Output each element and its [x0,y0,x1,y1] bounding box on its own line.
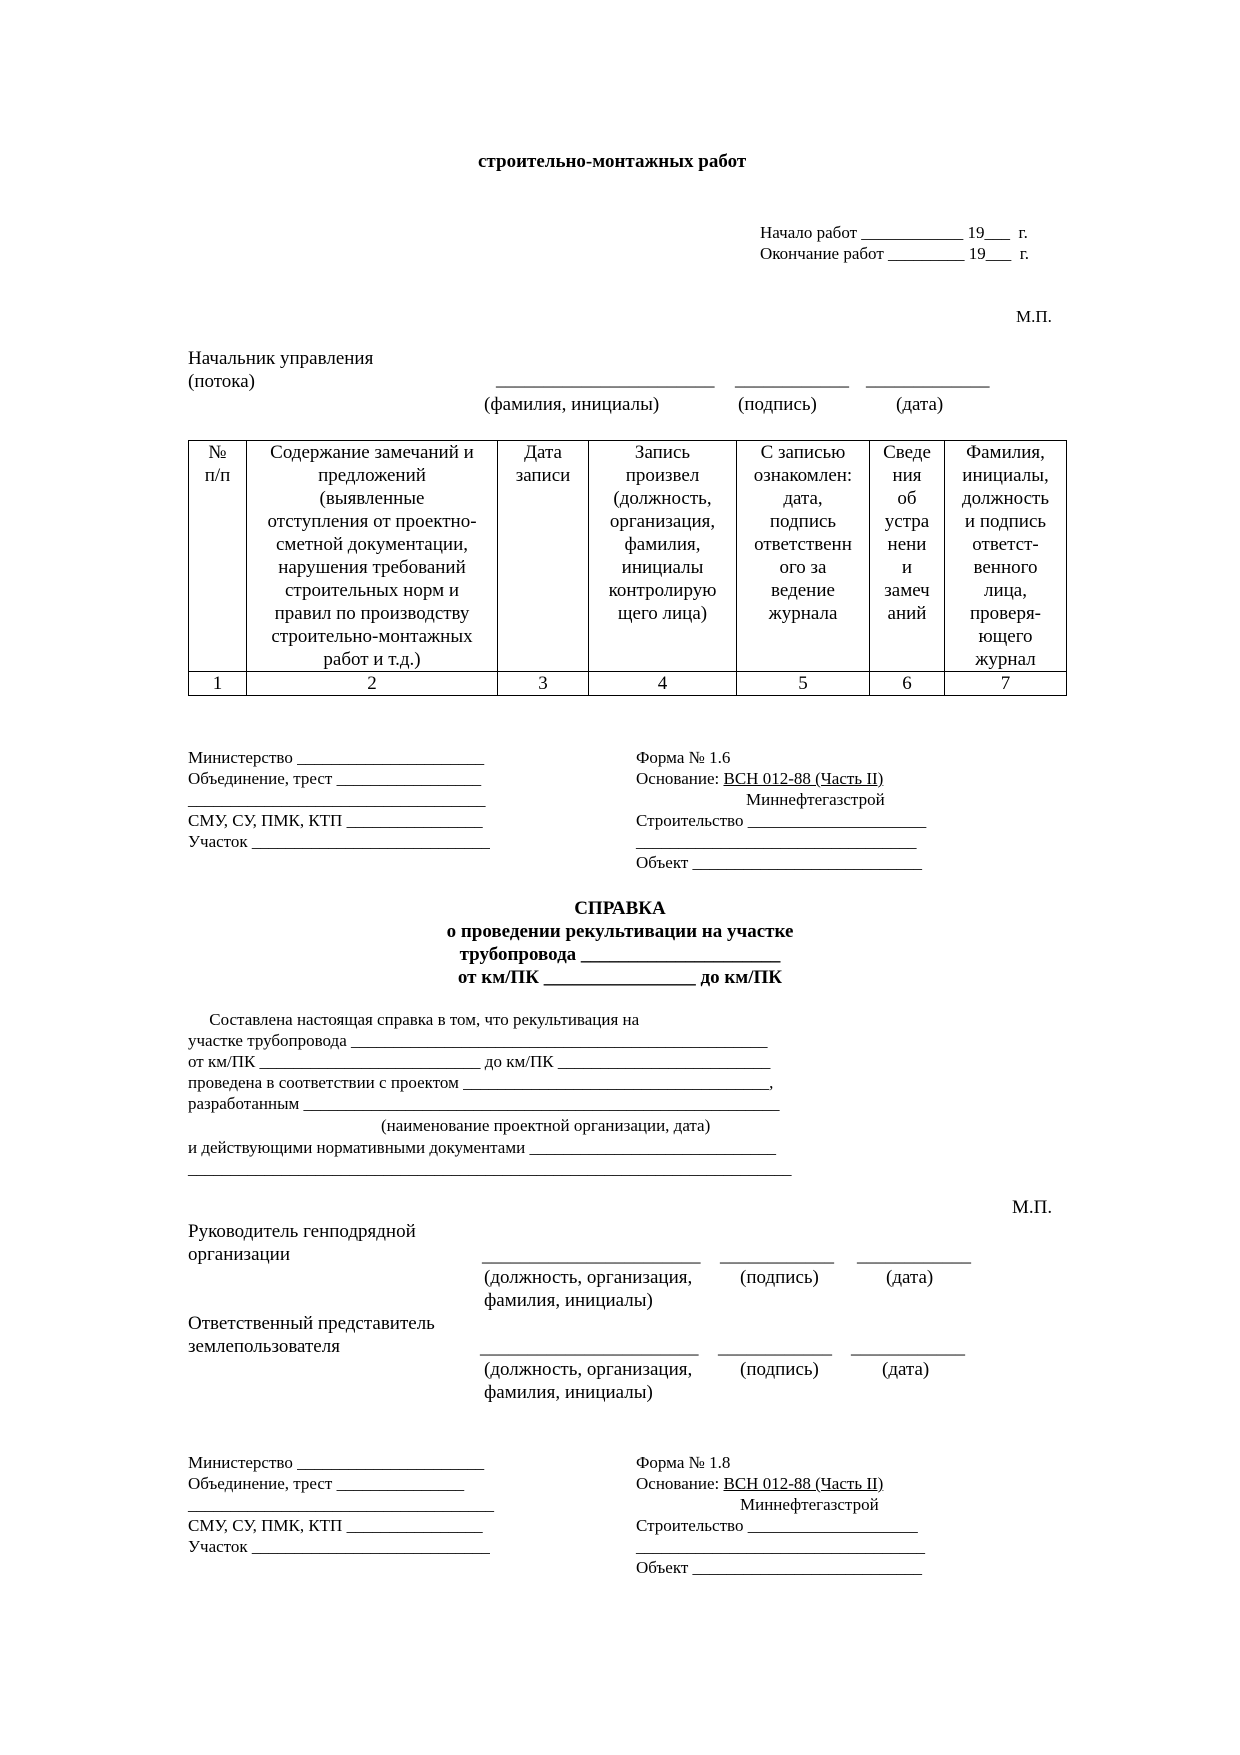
signer-land-user: Ответственный представитель землепользователя [188,1313,435,1357]
body-line: проведена в соответствии с проектом ____________________________________, [188,1073,774,1092]
header-cell: Фамилия, инициалы, должность и подпись ответст- венного лица, проверя- ющего журнал [945,441,1067,672]
journal-heading: строительно-монтажных работ [478,151,747,172]
basis-prefix: Основание: [636,1474,724,1493]
header-cell: Сведе ния об устра нени и замеч аний [870,441,945,672]
blank-field: _________________________________ [636,832,917,851]
form-number: Форма № 1.8 [636,1453,731,1472]
blank-field: ____________________________________ [188,1495,494,1514]
object-field: Объект ___________________________ [636,1558,923,1577]
column-number: 1 [189,672,247,696]
smu-field: СМУ, СУ, ПМК, КТП ________________ [188,1516,483,1535]
table-number-row [189,672,1067,696]
signer-general-contractor: Руководитель генподрядной организации [188,1221,416,1265]
signer1-date-caption: (дата) [886,1267,934,1288]
remarks-table [188,440,1067,696]
chief-name-line: _______________________ [496,369,715,390]
body-line: _______________________________________________________________________ [188,1159,792,1178]
header-cell: Запись произвел (должность, организация, фамилия, инициалы контролирую щего лица) [589,441,737,672]
form-number: Форма № 1.6 [636,748,731,767]
header-cell: № п/п [189,441,247,672]
chief-label: Начальник управления (потока) [188,348,374,392]
org-caption: (наименование проектной организации, дата) [381,1116,711,1135]
body-line: и действующими нормативными документами _____________________________ [188,1138,776,1157]
certificate-subtitle: о проведении рекультивации на участке [446,921,794,942]
stamp-placeholder: М.П. [1012,1197,1053,1218]
signer2-signature-line: ____________ [718,1337,832,1358]
basis-link[interactable]: ВСН 012-88 (Часть II) [723,1474,884,1493]
ministry-field: Министерство ______________________ [188,1453,485,1472]
blank-field: __________________________________ [636,1537,925,1556]
end-of-work-field: Окончание работ _________ 19___ г. [760,244,1030,263]
signer2-position-line: _______________________ [480,1337,699,1358]
header-cell: С записью ознакомлен: дата, подпись ответственн ого за ведение журнала [737,441,870,672]
column-number: 3 [498,672,589,696]
body-line: Составлена настоящая справка в том, что рекультивация на [188,1010,640,1029]
association-field: Объединение, трест _______________ [188,1474,465,1493]
table-header-row [189,441,1067,672]
smu-field: СМУ, СУ, ПМК, КТП ________________ [188,811,483,830]
column-number: 7 [945,672,1067,696]
ministry-name: Миннефтегазстрой [740,1495,879,1514]
signer2-signature-caption: (подпись) [740,1359,819,1380]
body-line: от км/ПК __________________________ до км/ПК _________________________ [188,1052,771,1071]
chief-signature-line: ____________ [735,369,849,390]
signer2-date-caption: (дата) [882,1359,930,1380]
signer1-position-line: _______________________ [482,1245,701,1266]
column-number: 5 [737,672,870,696]
column-number: 6 [870,672,945,696]
basis-line [636,1473,883,1494]
column-number: 4 [589,672,737,696]
header-cell: Содержание замечаний и предложений (выявленные отступления от проектно- сметной документации, нарушения требований строительных норм и правил по производству строительно-монтажных работ и т.д.) [247,441,498,672]
ministry-name: Миннефтегазстрой [746,790,885,809]
signer2-date-line: ____________ [851,1337,965,1358]
body-line: участке трубопровода _________________________________________________ [188,1031,768,1050]
object-field: Объект ___________________________ [636,853,923,872]
construction-field: Строительство _____________________ [636,811,927,830]
km-range-field: от км/ПК ________________ до км/ПК [457,967,783,988]
signer1-position-caption: (должность, организация, фамилия, инициалы) [484,1267,693,1311]
chief-date-caption: (дата) [896,394,944,415]
section-field: Участок ____________________________ [188,832,490,851]
signer1-date-line: ____________ [857,1245,971,1266]
stamp-placeholder: М.П. [1016,307,1052,326]
body-line: разработанным ________________________________________________________ [188,1094,780,1113]
signer2-position-caption: (должность, организация, фамилия, инициалы) [484,1359,693,1403]
chief-signature-caption: (подпись) [738,394,817,415]
signer1-signature-line: ____________ [720,1245,834,1266]
pipeline-field: трубопровода _____________________ [459,944,781,965]
basis-prefix: Основание: [636,769,724,788]
basis-line [636,768,883,789]
certificate-title: СПРАВКА [574,898,666,919]
header-cell: Дата записи [498,441,589,672]
section-field: Участок ____________________________ [188,1537,490,1556]
association-field: Объединение, трест _________________ [188,769,482,788]
start-of-work-field: Начало работ ____________ 19___ г. [760,223,1028,242]
chief-date-line: _____________ [866,369,990,390]
construction-field: Строительство ____________________ [636,1516,918,1535]
ministry-field: Министерство ______________________ [188,748,485,767]
basis-link[interactable]: ВСН 012-88 (Часть II) [723,769,884,788]
signer1-signature-caption: (подпись) [740,1267,819,1288]
column-number: 2 [247,672,498,696]
blank-field: ___________________________________ [188,790,486,809]
chief-name-caption: (фамилия, инициалы) [484,394,660,415]
